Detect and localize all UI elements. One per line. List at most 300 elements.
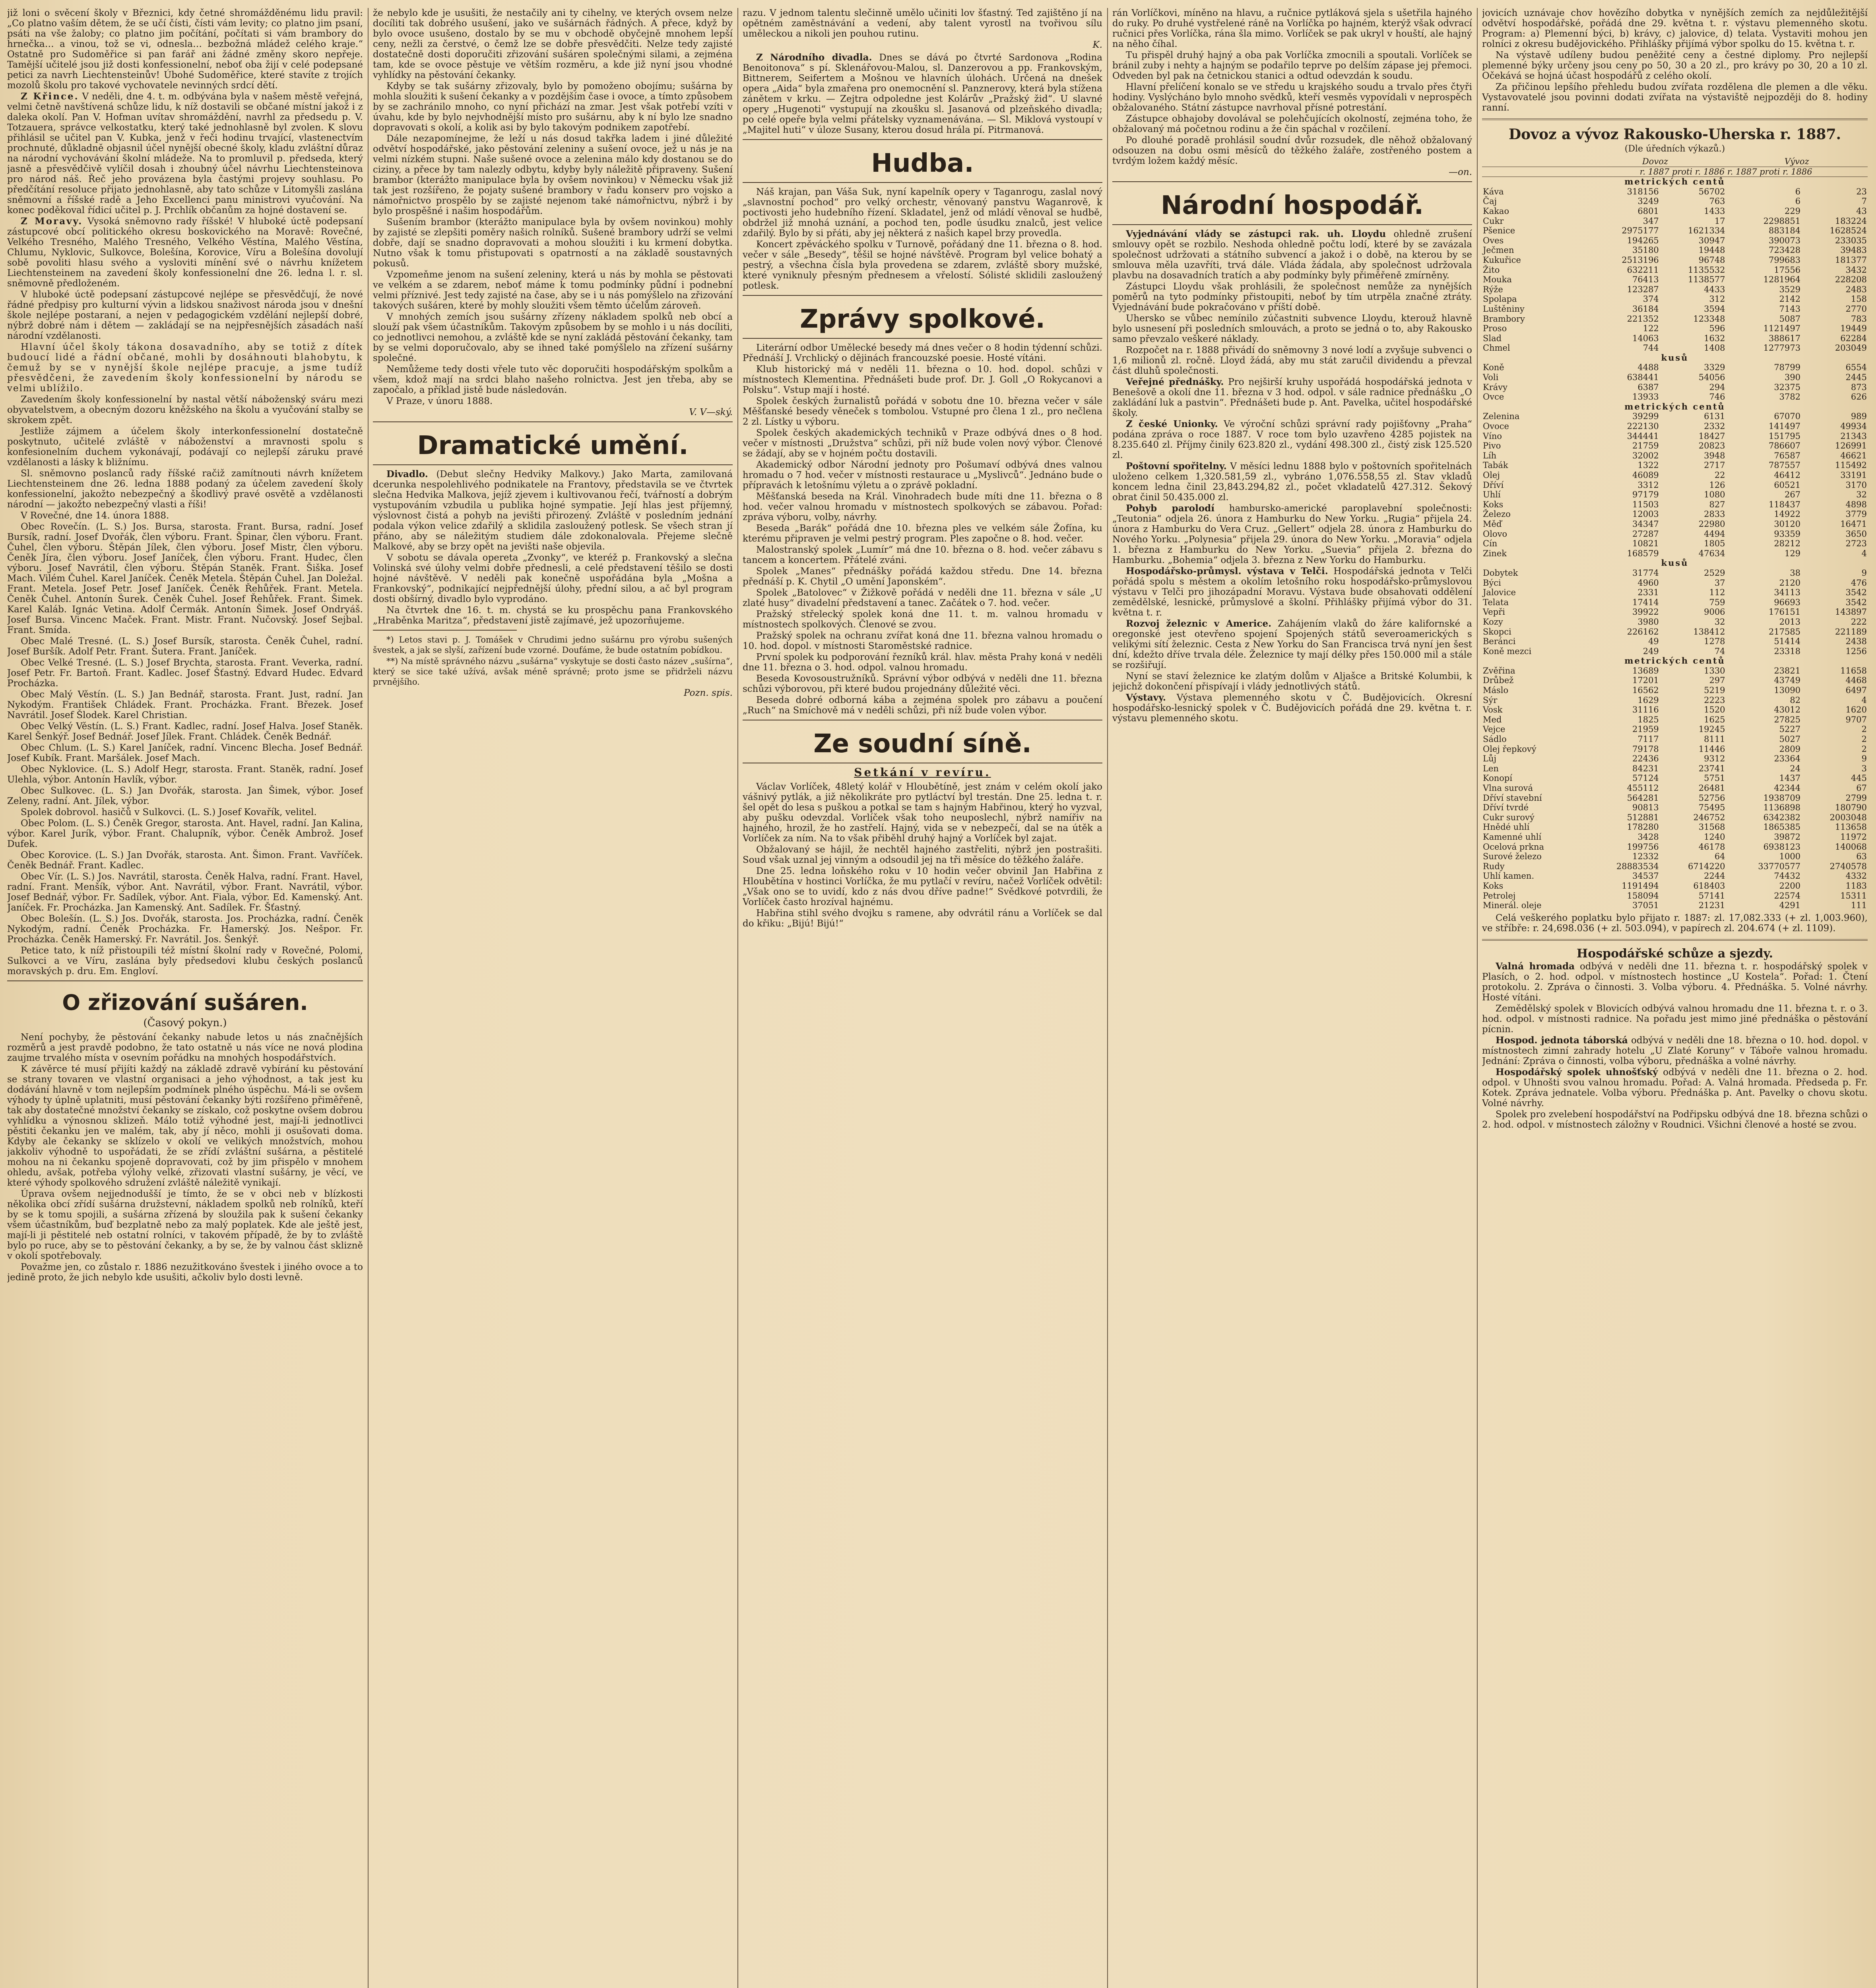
- article-text: Zástupci Lloydu však prohlásili, že společnost nemůže za nynějších poměrů na tyto podmínky přistoupiti, neboť by tím utrpěla značné ztráty. Vyjednávání bude pokračováno v příští době.: [1112, 282, 1472, 313]
- table-cell-value: 143897: [1835, 607, 1867, 617]
- table-cell-value: 21959: [1632, 724, 1659, 734]
- table-cell-value: 2809: [1779, 744, 1801, 754]
- table-row: [1482, 343, 1868, 353]
- column-rule: [1107, 8, 1108, 1988]
- table-cell-value: 2013: [1779, 617, 1801, 627]
- table-cell-value: 11503: [1632, 499, 1659, 509]
- table-cell-value: 374: [1643, 294, 1659, 304]
- table-row: [1482, 871, 1868, 881]
- signatures: Obec Bolešín. (L. S.) Jos. Dvořák, starosta. Jos. Procházka, radní. Čeněk Nykodým, radní. Čeněk Procházka. Fr. Hamerský. Jos. Nešpor. Fr. Procházka. Čeněk Hamerský. Fr. Navrátil. Jos. Šenkýř.: [7, 914, 363, 945]
- section-heading-hudba: Hudba.: [871, 149, 974, 178]
- table-cell-item: Jalovice: [1483, 588, 1516, 598]
- trade-table-title: Dovoz a vývoz Rakousko-Uherska r. 1887.: [1508, 126, 1841, 143]
- signatures: Obec Rovečín. (L. S.) Jos. Bursa, starosta. Frant. Bursa, radní. Josef Bursík, radní. Josef Dvořák, člen výboru. Frant. Špinar, člen výboru. Frant. Čuhel, člen výboru. Štěpán Jílek, člen výboru. Josef Mistr, člen výboru. Čeněk Jíra, člen výboru. Josef Janíček, člen výboru. Frant. Hudec, člen výboru. Josef Navrátil, člen výboru. Štěpán Staněk. Frant. Šiška. Josef Mach. Vilém Čuhel. Karel Janíček. Čeněk Metela. Štěpán Čuhel. Jan Doležal. Frant. Metela. Josef Petr. Josef Janíček. Čeněk Řehůřek. Frant. Metela. Čeněk Čuhel. Antonín Šurek. Čeněk Čuhel. Josef Řehůřek. Frant. Šimek. Karel Kaláb. Ignác Vetina. Adolf Čermák. Antonín Šimek. Josef Ondryáš. Josef Bursa. Vincenc Maček. Frant. Mistr. Frant. Nučovský. Josef Sejbal. Frant. Smída.: [7, 522, 363, 635]
- table-row: [1482, 783, 1868, 793]
- article-text: Divadlo. (Debut slečny Hedviky Malkovy.) Jako Marta, zamilovaná dcerunka nespolehlivého podnikatele na Frantovy, představila se ve čtvrtek slečna Hedvika Malkova, jejíž zjevem i kultivovanou řečí, tvářností a dobrým vystupováním vzbudila u publika hojné sympatie. Její hlas jest příjemný, výslovnost čistá a pohyb na jevišti přirozený. Zvláště v posledním jednání podala výkon velice zdařilý a sklidila zasloužený potlesk. Se všech stran jí přáno, aby se náležitým studiem dále zdokonalovala. Přejeme slečně Malkové, aby se brzy opět na jevišti naše objevila.: [373, 469, 733, 552]
- table-row: [1482, 539, 1868, 549]
- table-cell-value: 2244: [1704, 871, 1725, 881]
- table-cell-value: 43: [1856, 206, 1867, 216]
- table-cell-value: 19448: [1698, 245, 1725, 255]
- table-cell-value: 746: [1709, 392, 1725, 402]
- table-cell-value: 21759: [1632, 441, 1659, 451]
- table-cell-value: 228208: [1835, 275, 1867, 285]
- table-cell-value: 1437: [1779, 773, 1801, 783]
- table-cell-value: 5219: [1704, 685, 1725, 695]
- table-cell-value: 1322: [1637, 460, 1659, 470]
- article-text: Uhersko se vůbec nemínilo zúčastniti subvence Lloydu, kterouž hlavně bylo usnesení při posledních smlouvách, a proto se jedná o to, aby Rakousko samo převzalo veškeré náklady.: [1112, 313, 1472, 344]
- table-cell-value: 23364: [1774, 754, 1801, 764]
- table-cell-item: Kozy: [1483, 617, 1503, 627]
- table-cell-value: 194265: [1627, 235, 1659, 245]
- table-cell-value: 46412: [1774, 470, 1801, 480]
- signatures: Obec Chlum. (L. S.) Karel Janíček, radní. Vincenc Blecha. Josef Bednář. Josef Kubík. Frant. Maršálek. Josef Mach.: [7, 743, 363, 763]
- table-row: [1482, 470, 1868, 480]
- table-cell-item: Měď: [1483, 519, 1502, 529]
- table-cell-value: 1136898: [1763, 803, 1801, 813]
- table-cell-value: 17414: [1632, 597, 1659, 607]
- table-cell-value: 388617: [1768, 333, 1801, 343]
- table-cell-value: 17201: [1632, 676, 1659, 685]
- article-text: Pohyb parolodí hambursko-americké paroplavební společnosti: „Teutonia“ odjela 26. února z Hamburku do New Yorku. „Rugia“ přijela 24. února z Hamburku do Vera Cruz. „Gellert“ odjela 28. února z Hamburku do Nového Yorku. „Polynesia“ přijela 29. února do New Yorku. „Moravia“ odjela 1. března z Hamburku do New Yorku. „Suevia“ přijela 2. března do Hamburku. „Bohemia“ odjela 3. března z New Yorku do Hamburku.: [1112, 503, 1472, 565]
- table-cell-item: Vejce: [1483, 724, 1505, 734]
- table-cell-value: 3948: [1704, 450, 1725, 460]
- table-cell-value: 111: [1851, 901, 1867, 911]
- divider: [1112, 181, 1472, 182]
- article-text: Výstavy. Výstava plemenného skotu v Č. Budějovicích. Okresní hospodářsko-lesnický spolek v Č. Budějovicích pořádá dne 29. května t. r. výstavu plemenného skotu.: [1112, 692, 1472, 724]
- table-cell-value: 122: [1643, 324, 1659, 334]
- table-cell-value: 39483: [1840, 245, 1867, 255]
- table-cell-item: Pivo: [1483, 441, 1501, 451]
- table-cell-value: 763: [1709, 196, 1725, 206]
- table-cell-value: 60521: [1774, 480, 1801, 490]
- table-cell-value: 6554: [1845, 363, 1867, 373]
- divider: [1482, 118, 1868, 120]
- table-cell-value: 63: [1856, 852, 1867, 862]
- table-cell-value: 1240: [1704, 832, 1725, 842]
- table-cell-value: 3594: [1704, 304, 1725, 314]
- table-cell-value: 3249: [1637, 196, 1659, 206]
- table-row: [1482, 285, 1868, 295]
- table-cell-value: 564281: [1627, 793, 1659, 803]
- table-row: [1482, 500, 1868, 510]
- table-cell-item: Uhlí: [1483, 490, 1501, 500]
- article-text: Hlavní přelíčení konalo se ve středu u krajského soudu a trvalo přes čtyři hodiny. Vyslýcháno bylo mnoho svědků, kteří vesměs vypovídali v neprospěch obžalovaného. Státní zástupce navrhoval přísné potrestání.: [1112, 82, 1472, 113]
- table-cell-value: 33191: [1840, 470, 1867, 480]
- article-text: rán Vorlíčkovi, míněno na hlavu, a ručnice pytláková sjela s ušetřila hajného do ruky. Po druhé vystřelené ráně na Vorlíčka po hajném, kterýž však odvrací ručnici přes Vorlíčka, rána šla mimo. Vorlíček se pak ukryl v houští, ale hajný na něho číhal.: [1112, 8, 1472, 49]
- table-cell-value: 23741: [1698, 763, 1725, 773]
- table-cell-value: 33770577: [1758, 861, 1801, 871]
- article-text: Zavedením školy konfessionelní by nastal větší náboženský sváru mezi obyvatelstvem, a obecným dozoru kněžského na školu a vyučování stalby se skrokem zpět.: [7, 394, 363, 425]
- table-cell-value: 3428: [1637, 832, 1659, 842]
- divider: [1482, 939, 1868, 941]
- table-cell-value: 43012: [1774, 705, 1801, 715]
- table-cell-value: 67070: [1774, 412, 1801, 421]
- table-cell-value: 23821: [1774, 666, 1801, 676]
- table-cell-value: 873: [1851, 382, 1867, 392]
- table-row: [1482, 685, 1868, 695]
- table-cell-value: 28883534: [1616, 861, 1659, 871]
- table-cell-value: 347: [1643, 216, 1659, 226]
- table-cell-value: 39922: [1632, 607, 1659, 617]
- table-cell-value: 97179: [1632, 490, 1659, 500]
- signatures: Obec Malé Tresné. (L. S.) Josef Bursík, starosta. Čeněk Čuhel, radní. Josef Buršík. Adolf Petr. Frant. Šutera. Frant. Janíček.: [7, 636, 363, 657]
- column-5: [1482, 8, 1868, 1988]
- table-cell-value: 96693: [1774, 597, 1801, 607]
- article-text: razu. V jednom talentu slečinně umělo učiniti lov šťastný. Ted zajištěno jí na opětném zaměstnávání a vedení, aby talent vyrostl na tvořivou sílu uměleckou a nikoli jen pouhou rutinu.: [743, 8, 1102, 39]
- table-cell-value: 23: [1856, 186, 1867, 196]
- section-heading-hospodarske-schuze: Hospodářské schůze a sjezdy.: [1576, 946, 1773, 961]
- table-cell-item: Káva: [1483, 186, 1504, 196]
- table-cell-value: 176151: [1768, 607, 1801, 617]
- table-cell-value: 37051: [1632, 901, 1659, 911]
- table-row: [1482, 255, 1868, 265]
- table-cell-value: 2975177: [1622, 226, 1659, 236]
- table-cell-item: Dříví stavební: [1483, 793, 1542, 803]
- table-row: [1482, 441, 1868, 451]
- table-row: [1482, 334, 1868, 344]
- table-cell-value: 221189: [1835, 627, 1867, 637]
- table-cell-value: 7143: [1779, 304, 1801, 314]
- section-heading-dramaticke-umeni: Dramatické umění.: [417, 431, 689, 460]
- article-text: Pražský střelecký spolek koná dne 11. t. m. valnou hromadu v místnostech spolkových. Členové se zvou.: [743, 609, 1102, 630]
- section-heading-zpravy-spolkove: Zprávy spolkové.: [800, 305, 1045, 334]
- table-cell-value: 1191494: [1622, 881, 1659, 891]
- table-cell-value: 76587: [1774, 450, 1801, 460]
- table-row: [1482, 813, 1868, 823]
- table-cell-item: Zelenina: [1483, 412, 1520, 421]
- table-cell-item: Mouka: [1483, 275, 1512, 285]
- table-cell-item: Líh: [1483, 450, 1497, 460]
- table-cell-value: 2833: [1704, 509, 1725, 519]
- table-cell-value: 1938709: [1763, 793, 1801, 803]
- article-text: Spolek „Batolovec“ v Žižkově pořádá v neděli dne 11. března v sále „U zlaté husy“ divadelní představení a tanec. Začátek o 7. hod. večer.: [743, 588, 1102, 608]
- article-text: Úprava ovšem nejjednodušší je tímto, že se v obci neb v blízkosti několika obcí zřídí sušárna družstevní, nákladem spolků neb rolníků, kteří by se k tomu spojili, a sušárna zřízená by sloužila pak k sušení čekanky všem účastníkům, buď bezplatně nebo za malý poplatek. Kde ale ještě jest, mají-li ji pěstitelé neb ostatní rolníci, v takovém případě, že by to zvláště bylo po ruce, aby se to pěstování čekanky, a by se, že by valnou část sklizně v okolí spotřebovaly.: [7, 1189, 363, 1261]
- table-header: Dovoz Vývoz: [1482, 157, 1868, 167]
- table-cell-value: 1632: [1704, 333, 1725, 343]
- table-cell-value: 28212: [1774, 539, 1801, 549]
- article-text: Malostranský spolek „Lumír“ má dne 10. března o 8. hod. večer zábavu s tancem a koncertem. Přátelé zváni.: [743, 545, 1102, 565]
- table-cell-value: 1865385: [1763, 822, 1801, 832]
- article-text: Spolek pro zvelebení hospodářství na Podřipsku odbývá dne 18. března schůzi o 2. hod. odpol. v místnostech záložny v Roudnici. Všichni členové a hosté se zvou.: [1482, 1109, 1868, 1130]
- table-cell-value: 759: [1709, 597, 1725, 607]
- table-cell-value: 6: [1795, 196, 1801, 206]
- table-cell-item: Sádlo: [1483, 734, 1507, 744]
- table-row: [1482, 245, 1868, 255]
- article-text: Sl. sněmovno poslanců rady říšské račiž zamítnouti návrh knížetem Liechtensteinem dne 26. ledna 1888 podaný za účelem zavedení školy konfessionelní, jakožto nebezpečný a škodlivý pravé osvětě a vzdělanosti národní — jakožto nebezpečný vlasti a říši!: [7, 468, 363, 510]
- table-cell-value: 27287: [1632, 529, 1659, 539]
- table-row: [1482, 324, 1868, 334]
- signature: —on.: [1449, 167, 1472, 177]
- table-cell-value: 10821: [1632, 539, 1659, 549]
- table-cell-item: Vepři: [1483, 607, 1505, 617]
- table-cell-value: 79178: [1632, 744, 1659, 754]
- table-cell-value: 4488: [1637, 363, 1659, 373]
- table-cell-value: 36184: [1632, 304, 1659, 314]
- table-cell-value: 56702: [1698, 186, 1725, 196]
- article-text: Po dlouhé poradě prohlásil soudní dvůr rozsudek, dle něhož obžalovaný odsouzen na dobu osmi měsíců do těžkého žaláře, zostřeného postem a tvrdým ložem každý měsíc.: [1112, 135, 1472, 166]
- table-row: [1482, 852, 1868, 862]
- table-cell-value: 43749: [1774, 676, 1801, 685]
- table-cell-value: 221352: [1627, 314, 1659, 324]
- table-cell-value: 883184: [1768, 226, 1801, 236]
- divider: [1112, 224, 1472, 225]
- table-cell-value: 178280: [1627, 822, 1659, 832]
- table-cell-item: Surové železo: [1483, 852, 1542, 862]
- table-row: [1482, 734, 1868, 744]
- table-row: [1482, 627, 1868, 637]
- table-cell-value: 16562: [1632, 685, 1659, 695]
- table-cell-value: 2513196: [1622, 255, 1659, 265]
- table-cell-value: 8111: [1704, 734, 1725, 744]
- table-cell-item: Železo: [1483, 509, 1511, 519]
- article-text: jovicích uznávaje chov hovězího dobytka v nynějších zemích za nejdůležitější odvětví hospodářské, pořádá dne 29. května t. r. výstavu plemenného skotu. Program: a) Plemenní býci, b) krávy, c) jalovice, d) telata. Vystaviti mohou jen rolníci z okresu budějovického. Přihlášky přijímá výbor spolku do 15. května t. r.: [1482, 8, 1868, 49]
- table-cell-value: 3529: [1779, 284, 1801, 294]
- article-text: již loni o svěcení školy v Březnici, kdy četné shromážděnému lidu pravil: „Co platno vaším dětem, že se učí čísti, čísti vám levity; co platno jim psaní, psáti na vše žaloby; co platno jim počítání, počítati si vám brambory do hrnečka… a vinou, tož se vi, odnesla… bezbožná mládež celého kraje.“ Ostatně pro Sudoměřice si pan farář ani žádné změny skoro nepřeje. Tamější učitelé jsou již dosti konfessionelní, neboť oba žijí v celé podepsané petici za navrh Liechtensteinův! Úbohé Sudoměřice, které stavíte z trojích mozolů školu pro takové vychovatele nevinných srdcí dětí.: [7, 8, 363, 91]
- table-cell-value: 96748: [1698, 255, 1725, 265]
- table-cell-value: 21343: [1840, 431, 1867, 441]
- table-cell-value: 318156: [1627, 186, 1659, 196]
- table-row: [1482, 187, 1868, 197]
- article-text: K závěrce té musí přijíti každý na základě zdravě vybírání ku pěstování se strany tovaren ve vlastní organisaci a jeho výhodnost, a tak jest ku dodávání hlavně v tom nejlepším podmínek plného úspěchu. Má-li se ovšem výhody ty úplně uplatniti, musí pěstování čekanky býti rozšířeno přiměřeně, tak aby dostatečné množství čekanky se získalo, což poskytne ovšem dobrou vyhlídku a výnosnou sklizeň. Málo totiž výhodné jest, mají-li jednotlivci pěstiti čekanku jen ve malém, tak, aby jí něco, mohli ji osušovati doma. Kdyby ale čekanky se sklízelo v okolí ve velikých množstvích, mohou jakkoliv výhodně to uspořádati, že se zřídí zvláštní sušárna, a pěstitelé mohou na ni čekanku spojeně dopravovati, což by jim přispělo v mnohem ohledu, avšak, potřeba výlohy velké, zřizovati vlastní sušárny, je věcí, ve které výhody spolkového sdružení zvláště náležitě vynikají.: [7, 1064, 363, 1188]
- table-cell-value: 2142: [1779, 294, 1801, 304]
- table-cell-value: 16471: [1840, 519, 1867, 529]
- table-cell-value: 1629: [1637, 695, 1659, 705]
- table-cell-value: 783: [1851, 314, 1867, 324]
- column-1: [7, 8, 363, 1988]
- table-cell-value: 6801: [1637, 206, 1659, 216]
- table-cell-item: Voli: [1483, 373, 1499, 382]
- table-cell-value: 1281964: [1763, 275, 1801, 285]
- table-cell-value: 49934: [1840, 421, 1867, 431]
- table-cell-value: 233035: [1835, 235, 1867, 245]
- table-cell-value: 3312: [1637, 480, 1659, 490]
- table-cell-value: 5087: [1779, 314, 1801, 324]
- table-row: [1482, 832, 1868, 842]
- article-text: Hospodářský spolek uhnošťský odbývá v neděli dne 11. března o 2. hod. odpol. v Uhnošti svou valnou hromadu. Pořad: A. Valná hromada. Předseda p. Fr. Kotek. Zpráva jednatele. Volba výboru. Přednáška p. Ant. Pavelky o chovu skotu. Volné návrhy.: [1482, 1066, 1868, 1109]
- table-row: [1482, 598, 1868, 608]
- table-cell-value: 6131: [1704, 412, 1725, 421]
- table-cell-item: Lůj: [1483, 754, 1496, 764]
- table-row: [1482, 236, 1868, 246]
- table-cell-value: 1433: [1704, 206, 1725, 216]
- article-text: V Praze, v únoru 1888.: [386, 396, 493, 406]
- table-unit-row: metrických centů: [1624, 401, 1725, 412]
- table-cell-value: 37: [1714, 578, 1725, 588]
- table-cell-item: Med: [1483, 714, 1502, 724]
- table-cell-item: Ocelová prkna: [1483, 842, 1544, 852]
- table-row: [1482, 480, 1868, 490]
- table-cell-value: 5027: [1779, 734, 1801, 744]
- column-rule: [1477, 8, 1478, 1988]
- table-row: [1482, 568, 1868, 578]
- article-text: Dále nezapomínejme, že leží u nás dosud takřka ladem i jiné důležité odvětví hospodářské, jako pěstování zeleniny a sušení ovoce, jež u nás je na velmi nízkém stupni. Naše sušené ovoce a zelenina málo kdy dostanou se do ciziny, a přece by tam nalezly odbytu, kdyby byly náležitě připraveny. Sušení brambor (kterážto manipulace byla by ovšem novinkou) v Německu však již tak jest rozšířeno, že pojaty sušené brambory v řadu konserv pro vojsko a námořnictvo prospělo by se zajisté nejenom také námořnictvu, nýbrž i by bylo prospěšné i našim hospodářům.: [373, 134, 733, 216]
- table-cell-value: 51414: [1774, 637, 1801, 646]
- table-cell-value: 4291: [1779, 901, 1801, 911]
- trade-table: [1482, 157, 1868, 911]
- table-cell-value: 312: [1709, 294, 1725, 304]
- divider: [373, 630, 517, 631]
- signatures: Obec Malý Věstín. (L. S.) Jan Bednář, starosta. Frant. Just, radní. Jan Nykodým. František Chládek. Frant. Procházka. Frant. Březek. Josef Navrátil. Josef Šlodek. Karel Christian.: [7, 689, 363, 720]
- table-cell-item: Slad: [1483, 333, 1502, 343]
- table-row: [1482, 842, 1868, 852]
- table-cell-item: Rýže: [1483, 284, 1503, 294]
- table-cell-item: Proso: [1483, 324, 1507, 334]
- article-text: Není pochyby, že pěstování čekanky nabude letos u nás značnějších rozměrů a jest pravdě podobno, že tato ostatně u nás více ne nová plodina zaujme trvalého místa v osevním pořádku na mnohých hospodářstvích.: [7, 1032, 363, 1063]
- table-cell-value: 827: [1709, 499, 1725, 509]
- article-text: Rozpočet na r. 1888 přivádí do sněmovny 3 nové lodí a zvyšuje subvenci o 1,6 milionů zl. ročně. Lloyd žádá, aby mu stát zaručil dividendu a převzal část dluhů společnosti.: [1112, 345, 1472, 376]
- table-cell-item: Drůbež: [1483, 676, 1514, 685]
- article-text: Literární odbor Umělecké besedy má dnes večer o 8 hodin týdenní schůzi. Přednáší J. Vrchlický o dějinách francouzské poesie. Hosté vítáni.: [743, 343, 1102, 363]
- table-cell-value: 2200: [1779, 881, 1801, 891]
- table-cell-item: Rudy: [1483, 861, 1505, 871]
- article-text: Nemůžeme tedy dosti vřele tuto věc doporučiti hospodářským spolkům a všem, kdož mají na srdci blaho našeho rolnictva. Jest jen třeba, aby se započalo, a příklad jistě bude následován.: [373, 364, 733, 395]
- table-cell-value: 3650: [1845, 529, 1867, 539]
- table-row: [1482, 891, 1868, 901]
- table-row: [1482, 412, 1868, 421]
- table-cell-value: 744: [1643, 343, 1659, 353]
- article-text: Václav Vorlíček, 48letý kolář v Hloubětíně, jest znám v celém okolí jako vášnivý pytlák, a již několikráte pro pytláctví byl trestán. Dne 25. ledna t. r. šel opět do lesa s puškou a potkal se tam s hajným Habřinou, který ho vyzval, aby pušku odevzdal. Vorlíček však toho neuposlechl, nýbrž namířiv na hajného, hrozil, že ho zastřelí. Hajný, vida se v nebezpečí, dal se na útěk a Vorlíček za ním. Na to však přiběhl druhý hajný a Vorlíček byl zajat.: [743, 782, 1102, 844]
- table-cell-value: 2: [1861, 734, 1867, 744]
- table-cell-value: 46089: [1632, 470, 1659, 480]
- article-text: Měšťanská beseda na Král. Vinohradech bude míti dne 11. března o 8 hod. večer valnou hromadu v místnostech spolkových se zábavou. Pořad: zpráva výboru, volby, návrhy.: [743, 491, 1102, 522]
- table-cell-value: 1625: [1704, 714, 1725, 724]
- article-title-setkani: Setkání v revíru.: [854, 766, 991, 779]
- table-cell-value: 31116: [1632, 705, 1659, 715]
- table-cell-value: 638441: [1627, 373, 1659, 382]
- table-cell-value: 344441: [1627, 431, 1659, 441]
- signatures: Obec Polom. (L. S.) Čeněk Gregor, starosta. Ant. Havel, radní. Jan Kalina, výbor. Karel Jurík, výbor. Frant. Chalupník, výbor. Čeněk Ambrož. Josef Dufek.: [7, 818, 363, 849]
- table-row: [1482, 196, 1868, 206]
- article-text: Akademický odbor Národní jednoty pro Pošumaví odbývá dnes valnou hromadu o 7 hod. večer v místnosti restaurace u „Myslivců“. Jednáno bude o přípravách k letošnímu výletu a o zprávě pokladní.: [743, 460, 1102, 491]
- table-cell-item: Býci: [1483, 578, 1501, 588]
- article-text: V hluboké úctě podepsaní zástupcové nejlépe se přesvědčují, že nové řádné předpisy pro kulturní vývin a lidskou snaživost národa jsou v dnešní škole nejlépe postaraní, a nejen v pedagogickém vzdělání nejlepší dobré, nýbrž dobré nám i dětem — zakládají se na nejpřesnějších zásadách naší národní vzdělanosti.: [7, 289, 363, 341]
- table-cell-value: 4: [1861, 695, 1867, 705]
- table-cell-value: 126991: [1835, 441, 1867, 451]
- table-cell-value: 3542: [1845, 597, 1867, 607]
- table-cell-value: 2223: [1704, 695, 1725, 705]
- table-row: [1482, 822, 1868, 832]
- article-text: Vzpomeňme jenom na sušení zeleniny, která u nás by mohla se pěstovati ve velkém a se zdarem, neboť máme k tomu podmínky půdní i podnební velmi příznivé. Jest tedy zajisté na čase, aby se i u nás pomýšlelo na zřizování takových sušáren, které by mohly sloužiti všem těmto účelům zároveň.: [373, 270, 733, 311]
- table-cell-item: Chmel: [1483, 343, 1510, 353]
- divider: [743, 182, 1102, 183]
- table-cell-value: 246752: [1693, 812, 1725, 822]
- article-text: Petice tato, k níž přistoupili též místní školní rady v Rovečné, Polomi, Sulkovci a ve Víru, zaslána byly předsedovi klubu českých poslanců moravských p. dru. Em. Engloví.: [7, 945, 363, 977]
- article-text: Hlavní účel školy tákona dosavadního, aby se totiž z dítek budoucí lidé a řádní občané, mohli by dosáhnouti blahobytu, k čemuž by se v nynější škole nejlépe pracuje, a jsme tudíž přesvědčeni, že zavedením školy konfessionelní by národu se velmi ublížilo.: [7, 342, 363, 394]
- article-text: Beseda Kovosoustružníků. Správní výbor odbývá v neděli dne 11. března schůzi výborovou, při které budou projednány důležité věci.: [743, 674, 1102, 694]
- table-cell-value: 13090: [1774, 685, 1801, 695]
- table-row: [1482, 275, 1868, 285]
- table-cell-value: 1520: [1704, 705, 1725, 715]
- column-3: [743, 8, 1102, 1988]
- article-text: Klub historický má v neděli 11. března o 10. hod. dopol. schůzi v místnostech Klementina. Přednášeti bude prof. Dr. J. Goll „O Rokycanovi a Polsku“. Vstup mají i hosté.: [743, 364, 1102, 395]
- table-cell-value: 2445: [1845, 373, 1867, 382]
- article-text: Valná hromada odbývá v neděli dne 11. března t. r. hospodářský spolek v Plasích, o 2. hod. odpol. v místnostech hostince „U Kostela“. Pořad: 1. Čtení protokolu. 2. Zpráva o činnosti. 3. Volba výboru. 4. Přednáška. 5. Volné návrhy. Hosté vítáni.: [1482, 961, 1868, 1003]
- table-cell-value: 34113: [1774, 588, 1801, 598]
- table-cell-value: 158: [1851, 294, 1867, 304]
- table-cell-value: 799683: [1768, 255, 1801, 265]
- signature: K.: [1092, 40, 1102, 50]
- table-header: r. 1887 proti r. 1886 r. 1887 proti r. 1886: [1482, 167, 1868, 177]
- table-cell-value: 46621: [1840, 450, 1867, 460]
- table-cell-value: 512881: [1627, 812, 1659, 822]
- table-cell-item: Skopci: [1483, 627, 1511, 637]
- article-text: V sobotu se dávala opereta „Zvonky“, ve kteréž p. Frankovský a slečna Volinská své úlohy velmi dobře přednesli, a celé představení těšilo se dosti hojné návštěvě. V neděli pak konečně uspořádána byla „Mošna a Frankovský“, podnikající nejpřednější úlohy, přední silou, a ač byl program dosti obšírný, divadlo bylo vyprodáno.: [373, 553, 733, 604]
- section-heading-narodni-hospodar: Národní hospodář.: [1160, 191, 1424, 220]
- table-cell-value: 1080: [1704, 490, 1725, 500]
- table-cell-value: 1621334: [1688, 226, 1725, 236]
- section-heading-ze-soudni-sine: Ze soudní síně.: [813, 729, 1032, 759]
- signatures: Obec Nyklovice. (L. S.) Adolf Hegr, starosta. Frant. Staněk, radní. Josef Ulehla, výbor. Antonín Havlík, výbor.: [7, 764, 363, 785]
- table-cell-value: 4433: [1704, 284, 1725, 294]
- table-row: [1482, 764, 1868, 774]
- divider: [743, 295, 1102, 296]
- table-cell-value: 30120: [1774, 519, 1801, 529]
- table-cell-value: 84231: [1632, 763, 1659, 773]
- table-row: [1482, 773, 1868, 783]
- table-cell-item: Cukr: [1483, 216, 1504, 226]
- table-row: [1482, 206, 1868, 216]
- table-cell-value: 9: [1861, 754, 1867, 764]
- column-rule: [368, 8, 369, 1988]
- article-text: V Rovečné, dne 14. února 1888.: [21, 511, 169, 521]
- article-text: Jestliže zájmem a účelem školy interkonfessionelní dostatečně poskytnuto, učitelé zvláště v náboženství a mravnosti spolu s konfesionelním duchem vykonávají, podávají co nejlepší záruku pravé vzdělanosti a lásky k bližnímu.: [7, 426, 363, 468]
- table-cell-value: 3: [1861, 763, 1867, 773]
- table-cell-item: Minerál. oleje: [1483, 901, 1542, 911]
- table-cell-value: 476: [1851, 578, 1867, 588]
- table-cell-item: Uhlí kamen.: [1483, 871, 1535, 881]
- table-cell-item: Žito: [1483, 265, 1500, 275]
- table-cell-value: 4: [1861, 548, 1867, 558]
- table-cell-value: 2: [1861, 744, 1867, 754]
- table-cell-value: 4494: [1704, 529, 1725, 539]
- table-cell-value: 3779: [1845, 509, 1867, 519]
- table-cell-value: 20823: [1698, 441, 1725, 451]
- table-row: [1482, 363, 1868, 373]
- table-row: [1482, 382, 1868, 392]
- article-text: První spolek ku podporování řezníků král. hlav. města Prahy koná v neděli dne 11. března o 3. hod. odpol. valnou hromadu.: [743, 652, 1102, 673]
- article-text: Z Moravy. Vysoká sněmovno rady říšské! V hluboké úctě podepsaní zástupcové obcí politického okresu boskovického na Moravě: Rovečné, Velkého Tresného, Malého Tresného, Velkého Věstína, Malého Věstína, Chlumu, Nyklovic, Sulkovce, Bolešína, Korovice, Víru a Bolešína dovolují sobě povoliti hlasu svého a vysloviti mínění své o návrhu knížetem Liechtensteinem na zavedení školy konfessionelní dne 26. ledna l. r. sl. sněmovně předloženém.: [7, 216, 363, 289]
- table-row: [1482, 862, 1868, 872]
- table-cell-value: 6342382: [1763, 812, 1801, 822]
- table-cell-value: 9006: [1704, 607, 1725, 617]
- table-cell-item: Luštěniny: [1483, 304, 1525, 314]
- table-cell-item: Beránci: [1483, 637, 1516, 646]
- table-cell-item: Tabák: [1483, 460, 1508, 470]
- table-cell-value: 14922: [1774, 509, 1801, 519]
- table-unit-row: metrických centů: [1624, 656, 1725, 666]
- table-cell-value: 1628524: [1829, 226, 1867, 236]
- table-cell-value: 1000: [1779, 852, 1801, 862]
- table-cell-value: 2298851: [1763, 216, 1801, 226]
- column-4: [1112, 8, 1472, 1988]
- table-cell-value: 5751: [1704, 773, 1725, 783]
- table-cell-value: 57124: [1632, 773, 1659, 783]
- article-text: Sušením brambor (kterážto manipulace byla by ovšem novinkou) mohly by zajisté se zlepšiti poměry našich rolníků. Sušené brambory udrží se velmi dobře, dají se snadno dopravovati a mohou sloužiti i ku krmení dobytka. Nutno však k tomu přistupovati s opatrností a na základě soustavných pokusů.: [373, 217, 733, 269]
- table-cell-item: Cukr surový: [1483, 812, 1535, 822]
- table-cell-value: 226162: [1627, 627, 1659, 637]
- table-cell-value: 15311: [1840, 891, 1867, 901]
- table-row: [1482, 744, 1868, 754]
- table-cell-value: 42344: [1774, 783, 1801, 793]
- table-cell-value: 35180: [1632, 245, 1659, 255]
- table-cell-value: 2332: [1704, 421, 1725, 431]
- table-row: [1482, 881, 1868, 891]
- table-cell-value: 13689: [1632, 666, 1659, 676]
- table-cell-value: 129: [1785, 548, 1801, 558]
- table-row: [1482, 421, 1868, 431]
- divider: [743, 139, 1102, 140]
- table-cell-value: 9312: [1704, 754, 1725, 764]
